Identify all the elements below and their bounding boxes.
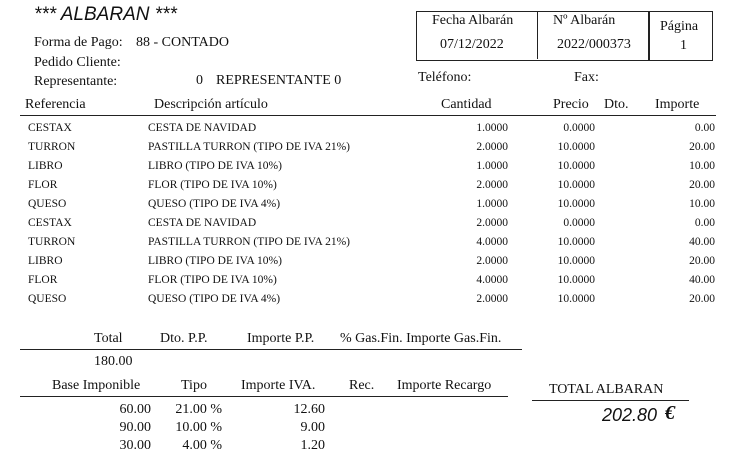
cell-cantidad: 4.0000: [476, 236, 508, 248]
total-albaran-value: 202.80: [602, 405, 658, 425]
tax-header-rule: [20, 396, 508, 397]
numero-albaran-label: Nº Albarán: [553, 13, 616, 28]
col-tipo: Tipo: [181, 378, 207, 393]
fecha-albaran-value: 07/12/2022: [440, 37, 504, 52]
total-albaran-label: TOTAL ALBARAN: [549, 382, 664, 397]
col-rec: Rec.: [349, 378, 375, 393]
cell-importe: 20.00: [689, 255, 715, 267]
cell-importe: 0.00: [694, 122, 715, 134]
cell-cantidad: 2.0000: [476, 217, 508, 229]
cell-tipo: 10.00 %: [175, 420, 222, 435]
cell-cantidad: 1.0000: [476, 122, 508, 134]
col-importe-iva: Importe IVA.: [241, 378, 316, 393]
table-header-rule: [20, 115, 716, 116]
dto-pp-label: Dto. P.P.: [160, 331, 208, 346]
cell-referencia: FLOR: [28, 179, 58, 191]
cell-descripcion: PASTILLA TURRON (TIPO DE IVA 21%): [148, 236, 351, 248]
cell-precio: 10.0000: [557, 236, 595, 248]
cell-referencia: QUESO: [28, 198, 67, 210]
telefono-label: Teléfono:: [418, 70, 472, 85]
cell-precio: 10.0000: [557, 179, 595, 191]
col-base-imponible: Base Imponible: [52, 378, 141, 393]
cell-importe: 20.00: [689, 141, 715, 153]
totals-rule: [20, 349, 522, 350]
pedido-cliente-label: Pedido Cliente:: [34, 55, 121, 70]
cell-importe: 10.00: [689, 198, 715, 210]
representante-code: 0: [196, 73, 203, 88]
cell-referencia: QUESO: [28, 293, 67, 305]
cell-importe: 40.00: [689, 236, 715, 248]
col-precio: Precio: [553, 97, 589, 112]
cell-precio: 10.0000: [557, 160, 595, 172]
cell-descripcion: QUESO (TIPO DE IVA 4%): [148, 198, 281, 210]
cell-referencia: CESTAX: [28, 122, 72, 134]
cell-importe: 20.00: [689, 293, 715, 305]
cell-base-imponible: 90.00: [119, 420, 151, 435]
cell-referencia: LIBRO: [28, 255, 63, 267]
cell-descripcion: LIBRO (TIPO DE IVA 10%): [148, 160, 282, 172]
cell-precio: 0.0000: [563, 217, 595, 229]
col-importe: Importe: [655, 97, 700, 112]
cell-cantidad: 1.0000: [476, 160, 508, 172]
cell-tipo: 4.00 %: [182, 438, 222, 453]
cell-referencia: TURRON: [28, 141, 76, 153]
numero-albaran-value: 2022/000373: [557, 37, 631, 52]
fecha-albaran-label: Fecha Albarán: [432, 13, 514, 28]
cell-referencia: TURRON: [28, 236, 76, 248]
cell-cantidad: 2.0000: [476, 293, 508, 305]
cell-base-imponible: 30.00: [119, 438, 151, 453]
cell-importe: 10.00: [689, 160, 715, 172]
cell-descripcion: QUESO (TIPO DE IVA 4%): [148, 293, 281, 305]
cell-referencia: FLOR: [28, 274, 58, 286]
document-title: *** ALBARAN ***: [34, 4, 177, 25]
info-box-divider: [537, 11, 538, 59]
cell-importe: 20.00: [689, 179, 715, 191]
cell-descripcion: CESTA DE NAVIDAD: [148, 217, 257, 229]
cell-tipo: 21.00 %: [175, 402, 222, 417]
cell-importe: 40.00: [689, 274, 715, 286]
cell-precio: 10.0000: [557, 141, 595, 153]
cell-cantidad: 4.0000: [476, 274, 508, 286]
cell-descripcion: PASTILLA TURRON (TIPO DE IVA 21%): [148, 141, 351, 153]
pagina-label: Página: [660, 19, 699, 34]
cell-base-imponible: 60.00: [119, 402, 151, 417]
cell-descripcion: CESTA DE NAVIDAD: [148, 122, 257, 134]
pagina-value: 1: [680, 38, 687, 53]
col-descripcion: Descripción artículo: [154, 97, 268, 112]
cell-descripcion: LIBRO (TIPO DE IVA 10%): [148, 255, 282, 267]
total-label: Total: [94, 331, 123, 346]
cell-precio: 10.0000: [557, 198, 595, 210]
cell-precio: 10.0000: [557, 293, 595, 305]
cell-precio: 10.0000: [557, 255, 595, 267]
total-value: 180.00: [94, 354, 133, 369]
cell-importe-iva: 1.20: [300, 438, 325, 453]
cell-importe: 0.00: [694, 217, 715, 229]
cell-descripcion: FLOR (TIPO DE IVA 10%): [148, 179, 277, 191]
forma-pago-value: 88 - CONTADO: [136, 35, 229, 50]
cell-referencia: LIBRO: [28, 160, 63, 172]
cell-referencia: CESTAX: [28, 217, 72, 229]
col-referencia: Referencia: [25, 97, 86, 112]
cell-cantidad: 2.0000: [476, 255, 508, 267]
cell-precio: 0.0000: [563, 122, 595, 134]
representante-name: REPRESENTANTE 0: [216, 73, 342, 88]
col-dto: Dto.: [604, 97, 629, 112]
fax-label: Fax:: [574, 70, 599, 85]
cell-importe-iva: 12.60: [293, 402, 325, 417]
cell-cantidad: 1.0000: [476, 198, 508, 210]
representante-label: Representante:: [34, 74, 118, 89]
cell-precio: 10.0000: [557, 274, 595, 286]
importe-pp-label: Importe P.P.: [247, 331, 315, 346]
cell-importe-iva: 9.00: [300, 420, 325, 435]
cell-cantidad: 2.0000: [476, 179, 508, 191]
euro-icon: €: [665, 402, 675, 424]
col-cantidad: Cantidad: [441, 97, 492, 112]
total-albaran-rule: [532, 400, 689, 401]
cell-cantidad: 2.0000: [476, 141, 508, 153]
forma-pago-label: Forma de Pago:: [34, 35, 123, 50]
cell-descripcion: FLOR (TIPO DE IVA 10%): [148, 274, 277, 286]
col-importe-recargo: Importe Recargo: [397, 378, 492, 393]
gas-fin-label: % Gas.Fin. Importe Gas.Fin.: [340, 331, 502, 346]
